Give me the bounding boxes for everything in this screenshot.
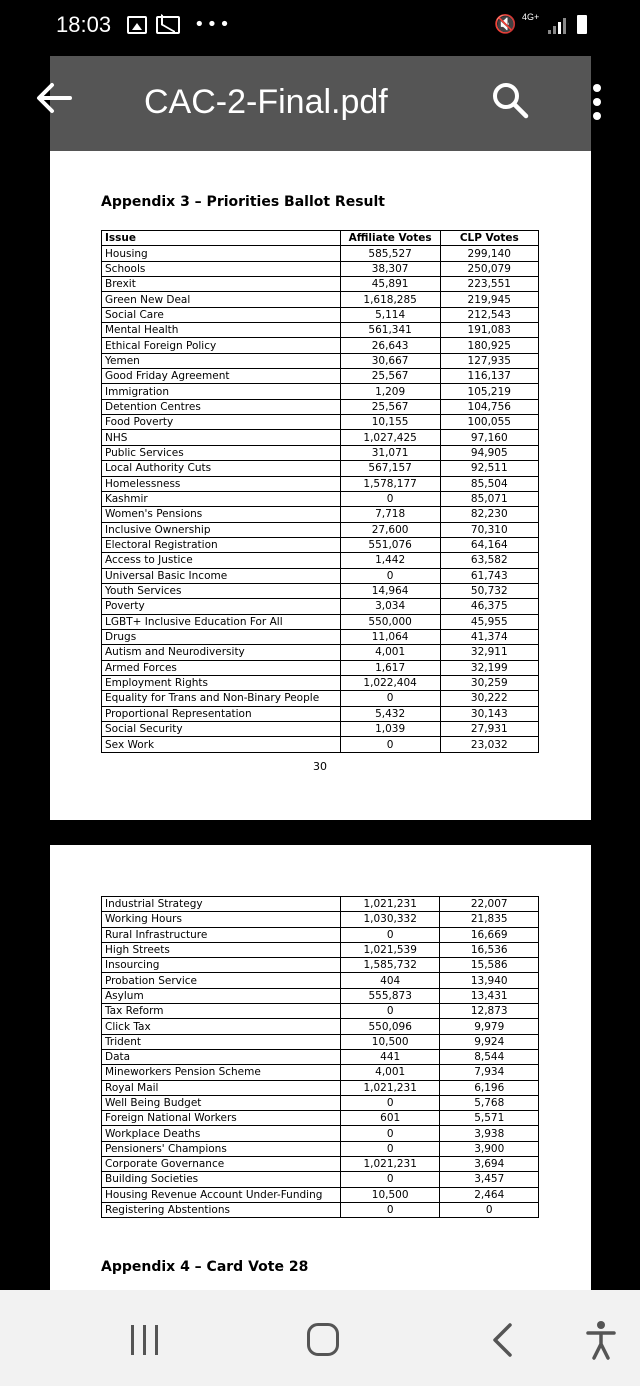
- mute-icon: 🔇: [494, 14, 517, 35]
- cell-clp-votes: 12,873: [440, 1004, 539, 1019]
- table-row: [102, 1141, 539, 1156]
- cell-affiliate-votes: 1,021,231: [340, 897, 440, 912]
- cell-affiliate-votes: 601: [340, 1111, 440, 1126]
- cell-affiliate-votes: 5,114: [340, 307, 440, 322]
- table-row: [102, 461, 539, 476]
- table-row: [102, 942, 539, 957]
- cell-issue: Well Being Budget: [102, 1095, 341, 1110]
- cell-clp-votes: 46,375: [440, 599, 538, 614]
- cell-issue: Housing: [102, 246, 341, 261]
- cell-affiliate-votes: 404: [340, 973, 440, 988]
- cell-issue: NHS: [102, 430, 341, 445]
- table-row: [102, 691, 539, 706]
- cell-clp-votes: 219,945: [440, 292, 538, 307]
- table-row: [102, 537, 539, 552]
- cell-issue: Food Poverty: [102, 415, 341, 430]
- cell-issue: Workplace Deaths: [102, 1126, 341, 1141]
- table-row: [102, 645, 539, 660]
- cell-issue: Immigration: [102, 384, 341, 399]
- table-row: [102, 1157, 539, 1172]
- cell-clp-votes: 61,743: [440, 568, 538, 583]
- table-row: [102, 912, 539, 927]
- cell-affiliate-votes: 5,432: [340, 706, 440, 721]
- cell-affiliate-votes: 1,021,539: [340, 942, 440, 957]
- cell-affiliate-votes: 25,567: [340, 369, 440, 384]
- cell-clp-votes: 9,979: [440, 1019, 539, 1034]
- cell-clp-votes: 27,931: [440, 722, 538, 737]
- cell-affiliate-votes: 0: [340, 491, 440, 506]
- cell-issue: Armed Forces: [102, 660, 341, 675]
- cell-clp-votes: 82,230: [440, 507, 538, 522]
- appendix-4-heading: Appendix 4 – Card Vote 28: [101, 1259, 309, 1275]
- cell-issue: Trident: [102, 1034, 341, 1049]
- table-row: [102, 1019, 539, 1034]
- table-row: [102, 629, 539, 644]
- table-row: [102, 599, 539, 614]
- cell-issue: Youth Services: [102, 583, 341, 598]
- cell-issue: Inclusive Ownership: [102, 522, 341, 537]
- cell-issue: Autism and Neurodiversity: [102, 645, 341, 660]
- table-row: [102, 338, 539, 353]
- cell-issue: Registering Abstentions: [102, 1202, 341, 1217]
- table-row: [102, 353, 539, 368]
- cell-clp-votes: 23,032: [440, 737, 538, 752]
- cell-issue: Insourcing: [102, 958, 341, 973]
- table-row: [102, 1126, 539, 1141]
- cell-affiliate-votes: 1,209: [340, 384, 440, 399]
- table-row: [102, 973, 539, 988]
- cell-clp-votes: 92,511: [440, 461, 538, 476]
- cell-issue: Corporate Governance: [102, 1157, 341, 1172]
- table-row: [102, 277, 539, 292]
- table-row: [102, 507, 539, 522]
- cell-issue: Kashmir: [102, 491, 341, 506]
- cell-issue: Royal Mail: [102, 1080, 341, 1095]
- table-row: [102, 958, 539, 973]
- table-row: [102, 675, 539, 690]
- cell-clp-votes: 2,464: [440, 1187, 539, 1202]
- column-header-issue: Issue: [102, 231, 341, 246]
- cell-clp-votes: 63,582: [440, 553, 538, 568]
- cell-clp-votes: 41,374: [440, 629, 538, 644]
- table-row: [102, 583, 539, 598]
- cell-affiliate-votes: 1,039: [340, 722, 440, 737]
- cell-clp-votes: 45,955: [440, 614, 538, 629]
- cell-clp-votes: 70,310: [440, 522, 538, 537]
- cell-clp-votes: 3,900: [440, 1141, 539, 1156]
- cell-affiliate-votes: 1,618,285: [340, 292, 440, 307]
- cell-clp-votes: 30,222: [440, 691, 538, 706]
- cell-affiliate-votes: 0: [340, 1004, 440, 1019]
- cell-clp-votes: 105,219: [440, 384, 538, 399]
- cell-clp-votes: 8,544: [440, 1049, 539, 1064]
- cell-affiliate-votes: 441: [340, 1049, 440, 1064]
- cell-issue: Brexit: [102, 277, 341, 292]
- cell-issue: Poverty: [102, 599, 341, 614]
- table-row: [102, 384, 539, 399]
- table-row: [102, 399, 539, 414]
- cell-issue: Detention Centres: [102, 399, 341, 414]
- cell-affiliate-votes: 0: [340, 568, 440, 583]
- cell-issue: Homelessness: [102, 476, 341, 491]
- cell-affiliate-votes: 38,307: [340, 261, 440, 276]
- table-row: [102, 522, 539, 537]
- cell-affiliate-votes: 567,157: [340, 461, 440, 476]
- cell-clp-votes: 85,504: [440, 476, 538, 491]
- cell-affiliate-votes: 11,064: [340, 629, 440, 644]
- cell-clp-votes: 191,083: [440, 323, 538, 338]
- status-bar: [0, 0, 640, 56]
- cell-issue: High Streets: [102, 942, 341, 957]
- cell-issue: Social Security: [102, 722, 341, 737]
- cell-issue: Good Friday Agreement: [102, 369, 341, 384]
- cell-clp-votes: 97,160: [440, 430, 538, 445]
- table-row: [102, 1004, 539, 1019]
- cell-issue: Rural Infrastructure: [102, 927, 341, 942]
- table-row: [102, 1202, 539, 1217]
- cell-affiliate-votes: 1,021,231: [340, 1157, 440, 1172]
- cell-affiliate-votes: 14,964: [340, 583, 440, 598]
- table-row: [102, 369, 539, 384]
- cell-affiliate-votes: 3,034: [340, 599, 440, 614]
- cell-clp-votes: 6,196: [440, 1080, 539, 1095]
- cell-clp-votes: 30,143: [440, 706, 538, 721]
- table-row: [102, 415, 539, 430]
- cell-clp-votes: 116,137: [440, 369, 538, 384]
- table-row: [102, 988, 539, 1003]
- table-row: [102, 568, 539, 583]
- cell-clp-votes: 3,694: [440, 1157, 539, 1172]
- cell-affiliate-votes: 25,567: [340, 399, 440, 414]
- table-row: [102, 706, 539, 721]
- gmail-icon: [156, 16, 180, 34]
- cell-affiliate-votes: 10,500: [340, 1034, 440, 1049]
- page-number: 30: [313, 760, 327, 773]
- table-row: [102, 553, 539, 568]
- cell-issue: Tax Reform: [102, 1004, 341, 1019]
- cell-affiliate-votes: 0: [340, 737, 440, 752]
- recent-apps-icon[interactable]: [130, 1325, 160, 1355]
- cell-clp-votes: 32,911: [440, 645, 538, 660]
- table-row: [102, 491, 539, 506]
- cell-issue: Industrial Strategy: [102, 897, 341, 912]
- table-row: [102, 1049, 539, 1064]
- column-header-affiliate-votes: Affiliate Votes: [340, 231, 440, 246]
- cell-clp-votes: 3,457: [440, 1172, 539, 1187]
- cell-affiliate-votes: 27,600: [340, 522, 440, 537]
- cell-issue: Electoral Registration: [102, 537, 341, 552]
- status-time: 18:03: [56, 12, 112, 37]
- table-row: [102, 660, 539, 675]
- cell-affiliate-votes: 30,667: [340, 353, 440, 368]
- cell-affiliate-votes: 7,718: [340, 507, 440, 522]
- cell-affiliate-votes: 1,027,425: [340, 430, 440, 445]
- cell-clp-votes: 0: [440, 1202, 539, 1217]
- cell-issue: Public Services: [102, 445, 341, 460]
- cell-issue: Women's Pensions: [102, 507, 341, 522]
- back-icon[interactable]: [490, 1322, 514, 1358]
- priorities-ballot-table-continued: [101, 896, 539, 1218]
- cell-affiliate-votes: 1,578,177: [340, 476, 440, 491]
- cell-issue: Housing Revenue Account Under-Funding: [102, 1187, 341, 1202]
- cell-issue: Asylum: [102, 988, 341, 1003]
- cell-affiliate-votes: 10,500: [340, 1187, 440, 1202]
- cell-affiliate-votes: 585,527: [340, 246, 440, 261]
- cell-affiliate-votes: 551,076: [340, 537, 440, 552]
- cell-issue: Data: [102, 1049, 341, 1064]
- home-icon[interactable]: [307, 1323, 339, 1356]
- table-row: [102, 430, 539, 445]
- cell-affiliate-votes: 31,071: [340, 445, 440, 460]
- table-row: [102, 1095, 539, 1110]
- cell-clp-votes: 127,935: [440, 353, 538, 368]
- cell-issue: Click Tax: [102, 1019, 341, 1034]
- cell-clp-votes: 30,259: [440, 675, 538, 690]
- table-row: [102, 927, 539, 942]
- cell-affiliate-votes: 1,022,404: [340, 675, 440, 690]
- cell-issue: Access to Justice: [102, 553, 341, 568]
- table-row: [102, 476, 539, 491]
- cell-clp-votes: 3,938: [440, 1126, 539, 1141]
- cell-affiliate-votes: 1,617: [340, 660, 440, 675]
- cell-affiliate-votes: 10,155: [340, 415, 440, 430]
- table-row: [102, 1065, 539, 1080]
- cell-affiliate-votes: 45,891: [340, 277, 440, 292]
- cell-affiliate-votes: 0: [340, 1126, 440, 1141]
- table-row: [102, 1111, 539, 1126]
- table-header-row: [102, 231, 539, 246]
- signal-icon: [548, 18, 568, 34]
- cell-affiliate-votes: 4,001: [340, 645, 440, 660]
- cell-affiliate-votes: 0: [340, 691, 440, 706]
- cell-affiliate-votes: 4,001: [340, 1065, 440, 1080]
- cell-clp-votes: 94,905: [440, 445, 538, 460]
- cell-clp-votes: 13,431: [440, 988, 539, 1003]
- cell-clp-votes: 223,551: [440, 277, 538, 292]
- battery-icon: [577, 15, 587, 34]
- table-row: [102, 261, 539, 276]
- cell-affiliate-votes: 0: [340, 1172, 440, 1187]
- back-arrow-icon[interactable]: [30, 74, 78, 122]
- column-header-clp-votes: CLP Votes: [440, 231, 538, 246]
- more-dots-icon: •••: [194, 14, 232, 35]
- cell-clp-votes: 9,924: [440, 1034, 539, 1049]
- cell-clp-votes: 21,835: [440, 912, 539, 927]
- table-row: [102, 1080, 539, 1095]
- search-icon[interactable]: [490, 80, 530, 120]
- gallery-icon: [127, 16, 147, 34]
- accessibility-icon[interactable]: [586, 1320, 616, 1360]
- cell-issue: Sex Work: [102, 737, 341, 752]
- table-row: [102, 445, 539, 460]
- cell-affiliate-votes: 550,000: [340, 614, 440, 629]
- cell-clp-votes: 7,934: [440, 1065, 539, 1080]
- network-type-label: 4G+: [522, 12, 540, 22]
- table-row: [102, 307, 539, 322]
- cell-affiliate-votes: 1,021,231: [340, 1080, 440, 1095]
- table-row: [102, 897, 539, 912]
- cell-issue: Equality for Trans and Non-Binary People: [102, 691, 341, 706]
- table-row: [102, 1172, 539, 1187]
- cell-issue: Drugs: [102, 629, 341, 644]
- cell-affiliate-votes: 550,096: [340, 1019, 440, 1034]
- cell-issue: Mental Health: [102, 323, 341, 338]
- cell-affiliate-votes: 1,442: [340, 553, 440, 568]
- table-row: [102, 1034, 539, 1049]
- table-row: [102, 292, 539, 307]
- cell-issue: LGBT+ Inclusive Education For All: [102, 614, 341, 629]
- table-row: [102, 246, 539, 261]
- cell-clp-votes: 15,586: [440, 958, 539, 973]
- table-row: [102, 722, 539, 737]
- cell-issue: Green New Deal: [102, 292, 341, 307]
- cell-clp-votes: 22,007: [440, 897, 539, 912]
- cell-issue: Social Care: [102, 307, 341, 322]
- table-row: [102, 323, 539, 338]
- cell-affiliate-votes: 561,341: [340, 323, 440, 338]
- cell-affiliate-votes: 0: [340, 1095, 440, 1110]
- cell-issue: Probation Service: [102, 973, 341, 988]
- cell-issue: Mineworkers Pension Scheme: [102, 1065, 341, 1080]
- cell-affiliate-votes: 26,643: [340, 338, 440, 353]
- cell-affiliate-votes: 0: [340, 927, 440, 942]
- cell-issue: Building Societies: [102, 1172, 341, 1187]
- cell-issue: Proportional Representation: [102, 706, 341, 721]
- cell-issue: Ethical Foreign Policy: [102, 338, 341, 353]
- cell-clp-votes: 250,079: [440, 261, 538, 276]
- cell-affiliate-votes: 0: [340, 1141, 440, 1156]
- cell-clp-votes: 64,164: [440, 537, 538, 552]
- table-row: [102, 1187, 539, 1202]
- cell-clp-votes: 104,756: [440, 399, 538, 414]
- cell-affiliate-votes: 1,585,732: [340, 958, 440, 973]
- cell-issue: Schools: [102, 261, 341, 276]
- cell-clp-votes: 5,768: [440, 1095, 539, 1110]
- cell-issue: Working Hours: [102, 912, 341, 927]
- document-title: CAC-2-Final.pdf: [144, 83, 388, 121]
- appendix-3-heading: Appendix 3 – Priorities Ballot Result: [101, 194, 385, 210]
- cell-issue: Foreign National Workers: [102, 1111, 341, 1126]
- cell-clp-votes: 50,732: [440, 583, 538, 598]
- cell-clp-votes: 5,571: [440, 1111, 539, 1126]
- cell-issue: Local Authority Cuts: [102, 461, 341, 476]
- table-row: [102, 737, 539, 752]
- table-row: [102, 614, 539, 629]
- cell-clp-votes: 299,140: [440, 246, 538, 261]
- cell-clp-votes: 85,071: [440, 491, 538, 506]
- overflow-menu-icon[interactable]: [591, 82, 603, 122]
- cell-clp-votes: 180,925: [440, 338, 538, 353]
- cell-clp-votes: 32,199: [440, 660, 538, 675]
- cell-issue: Pensioners' Champions: [102, 1141, 341, 1156]
- cell-affiliate-votes: 0: [340, 1202, 440, 1217]
- cell-clp-votes: 13,940: [440, 973, 539, 988]
- cell-clp-votes: 100,055: [440, 415, 538, 430]
- cell-affiliate-votes: 1,030,332: [340, 912, 440, 927]
- cell-clp-votes: 212,543: [440, 307, 538, 322]
- cell-clp-votes: 16,669: [440, 927, 539, 942]
- cell-issue: Yemen: [102, 353, 341, 368]
- priorities-ballot-table: [101, 230, 539, 753]
- cell-affiliate-votes: 555,873: [340, 988, 440, 1003]
- cell-issue: Universal Basic Income: [102, 568, 341, 583]
- cell-clp-votes: 16,536: [440, 942, 539, 957]
- cell-issue: Employment Rights: [102, 675, 341, 690]
